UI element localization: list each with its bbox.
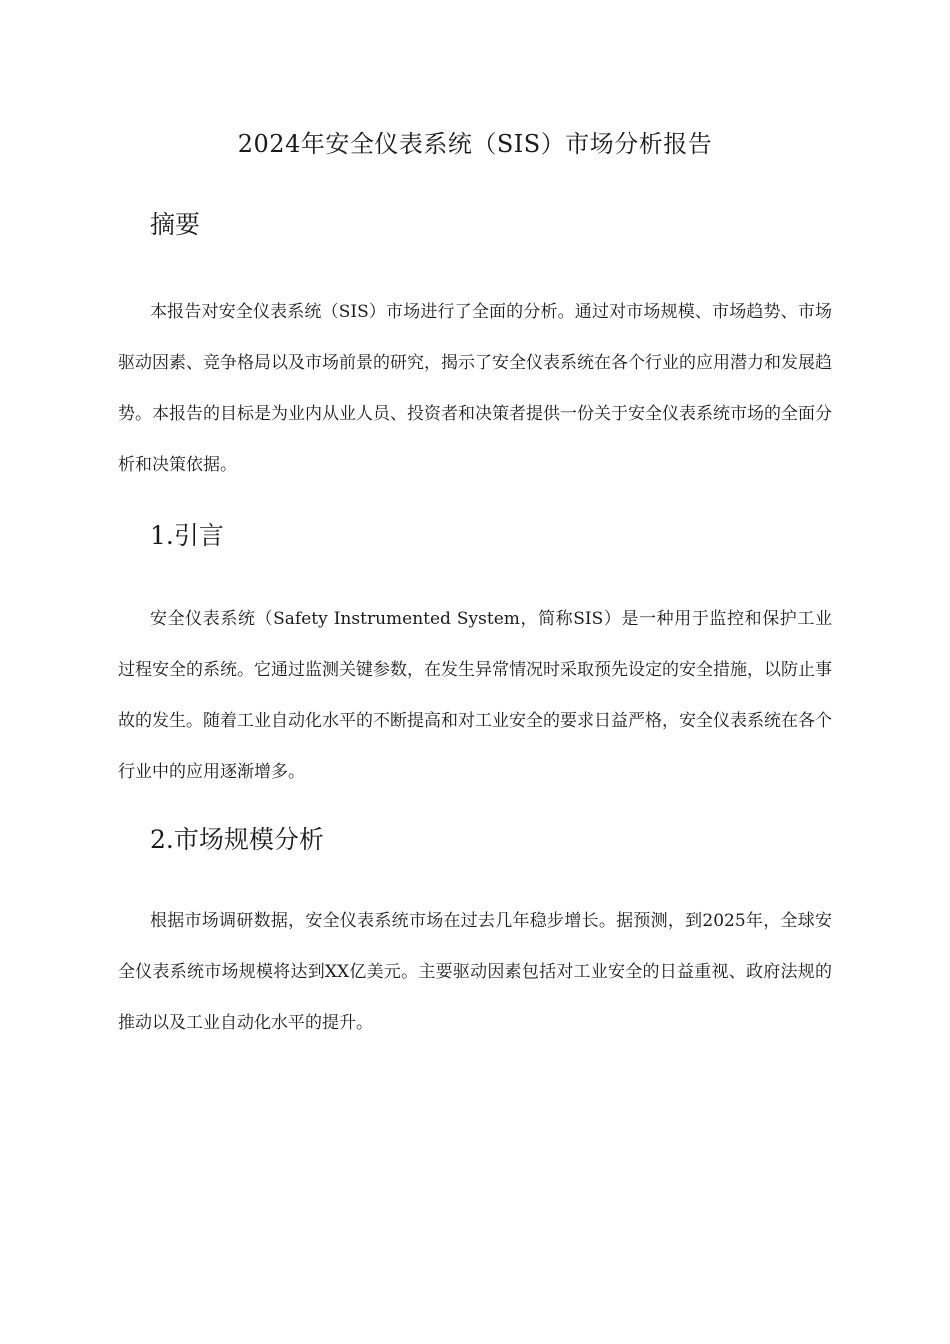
document-title: 2024年安全仪表系统（SIS）市场分析报告: [237, 130, 713, 158]
section-body-introduction: 安全仪表系统（Safety Instrumented System，简称SIS）是一种用于监控和保护工业过程安全的系统。它通过监测关键参数，在发生异常情况时采取预先设定的安全措施，以防止事故的发生。随着工业自动化水平的不断提高和对工业安全的要求日益严格，安全仪表系统在各个行业中的应用逐渐增多。: [118, 609, 832, 782]
section-body-market-size: 根据市场调研数据，安全仪表系统市场在过去几年稳步增长。据预测，到2025年，全球安全仪表系统市场规模将达到XX亿美元。主要驱动因素包括对工业安全的日益重视、政府法规的推动以及工业自动化水平的提升。: [118, 911, 832, 1033]
section-heading-market-size: 2.市场规模分析: [150, 825, 324, 854]
section-body-abstract: 本报告对安全仪表系统（SIS）市场进行了全面的分析。通过对市场规模、市场趋势、市场驱动因素、竞争格局以及市场前景的研究，揭示了安全仪表系统在各个行业的应用潜力和发展趋势。本报告的目标是为业内从业人员、投资者和决策者提供一份关于安全仪表系统市场的全面分析和决策依据。: [118, 302, 832, 475]
section-heading-abstract: 摘要: [150, 210, 201, 239]
section-heading-introduction: 1.引言: [150, 521, 224, 550]
